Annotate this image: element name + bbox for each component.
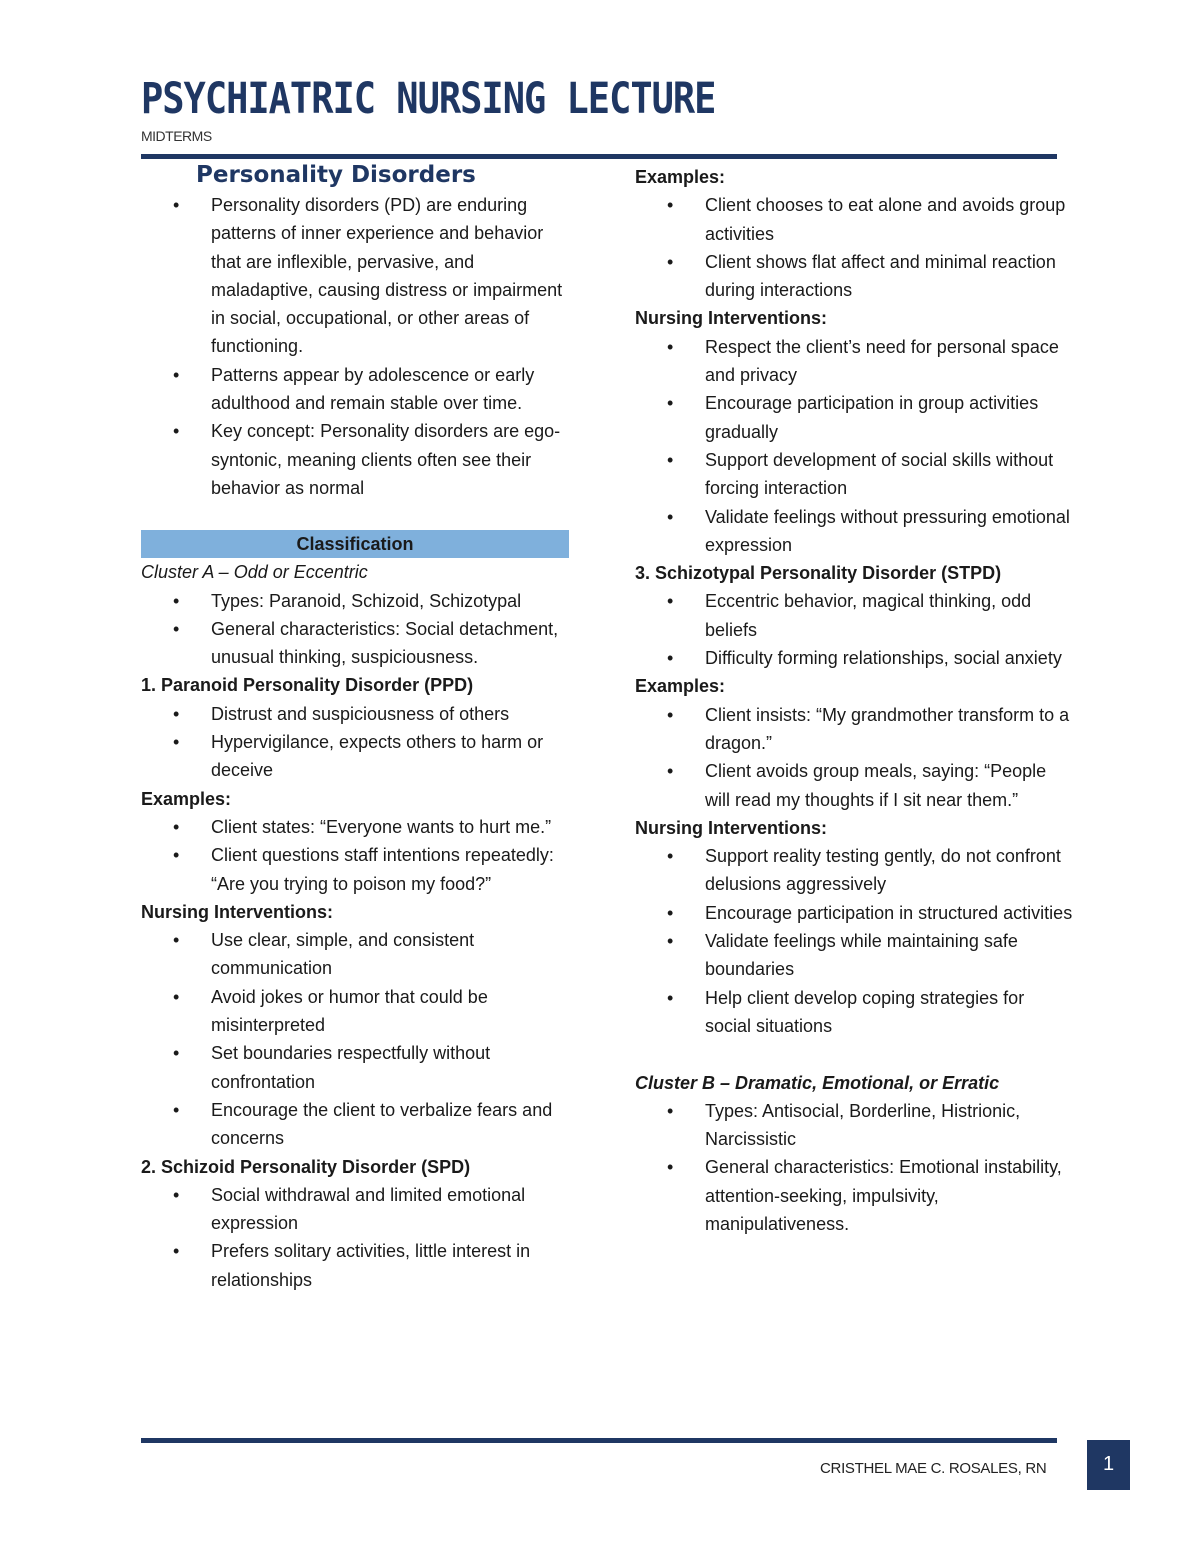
cluster-b-heading: Cluster B – Dramatic, Emotional, or Erratic bbox=[635, 1072, 1000, 1093]
interventions-label: Nursing Interventions: bbox=[635, 308, 828, 329]
list-item: • Support development of social skills without forcing interaction bbox=[635, 446, 1075, 503]
examples-label: Examples: bbox=[635, 676, 726, 697]
list-item: • Personality disorders (PD) are enduring patterns of inner experience and behavior that are inflexible, pervasive, and maladaptive, causing distress or impairment in social, occupational, or other areas of functioning. bbox=[141, 191, 571, 361]
list-item: • Encourage the client to verbalize fears and concerns bbox=[141, 1096, 571, 1153]
stpd-interventions-list bbox=[635, 842, 1075, 1040]
list-item: • Prefers solitary activities, little interest in relationships bbox=[141, 1237, 571, 1294]
interventions-label: Nursing Interventions: bbox=[141, 901, 334, 922]
list-item: • Support reality testing gently, do not confront delusions aggressively bbox=[635, 842, 1075, 899]
list-item: • Social withdrawal and limited emotional expression bbox=[141, 1181, 571, 1238]
list-item: • Encourage participation in structured activities bbox=[635, 899, 1075, 927]
spd-list bbox=[141, 1181, 571, 1294]
list-item: • Encourage participation in group activities gradually bbox=[635, 389, 1075, 446]
intro-list bbox=[141, 191, 571, 502]
document-title: PSYCHIATRIC NURSING LECTURE bbox=[141, 74, 716, 124]
list-item: • Distrust and suspiciousness of others bbox=[141, 700, 571, 728]
list-item: • Client states: “Everyone wants to hurt me.” bbox=[141, 813, 571, 841]
list-item: • Use clear, simple, and consistent communication bbox=[141, 926, 571, 983]
list-item: • Avoid jokes or humor that could be misinterpreted bbox=[141, 983, 571, 1040]
stpd-list bbox=[635, 587, 1075, 672]
classification-bar: Classification bbox=[141, 530, 569, 558]
examples-label: Examples: bbox=[141, 788, 232, 809]
spd-heading: 2. Schizoid Personality Disorder (SPD) bbox=[141, 1156, 471, 1177]
list-item: • Validate feelings while maintaining safe boundaries bbox=[635, 927, 1075, 984]
stpd-heading: 3. Schizotypal Personality Disorder (STPD) bbox=[635, 563, 1002, 584]
list-item: • Help client develop coping strategies for social situations bbox=[635, 984, 1075, 1041]
spacer bbox=[635, 1040, 1075, 1068]
header-rule bbox=[141, 154, 1057, 159]
ppd-list bbox=[141, 700, 571, 785]
list-item: • Validate feelings without pressuring emotional expression bbox=[635, 503, 1075, 560]
list-item: • Patterns appear by adolescence or early adulthood and remain stable over time. bbox=[141, 361, 571, 418]
list-item: • Types: Antisocial, Borderline, Histrionic, Narcissistic bbox=[635, 1097, 1075, 1154]
ppd-heading: 1. Paranoid Personality Disorder (PPD) bbox=[141, 675, 474, 696]
list-item: • General characteristics: Emotional instability, attention-seeking, impulsivity, manipulativeness. bbox=[635, 1153, 1075, 1238]
left-column bbox=[141, 160, 571, 1294]
list-item: • Hypervigilance, expects others to harm or deceive bbox=[141, 728, 571, 785]
interventions-label: Nursing Interventions: bbox=[635, 817, 828, 838]
list-item: • Types: Paranoid, Schizoid, Schizotypal bbox=[141, 587, 571, 615]
footer-rule bbox=[141, 1438, 1057, 1443]
stpd-examples-list bbox=[635, 701, 1075, 814]
footer-author: CRISTHEL MAE C. ROSALES, RN bbox=[820, 1460, 1047, 1477]
spd-examples-list bbox=[635, 191, 1075, 304]
ppd-examples-list bbox=[141, 813, 571, 898]
list-item: • Client chooses to eat alone and avoids group activities bbox=[635, 191, 1075, 248]
section-heading: Personality Disorders bbox=[196, 162, 476, 188]
examples-label: Examples: bbox=[635, 167, 726, 187]
page-number: 1 bbox=[1087, 1440, 1130, 1490]
list-item: • Respect the client’s need for personal space and privacy bbox=[635, 333, 1075, 390]
list-item: • Client questions staff intentions repeatedly: “Are you trying to poison my food?” bbox=[141, 841, 571, 898]
list-item: • Set boundaries respectfully without confrontation bbox=[141, 1039, 571, 1096]
document-subtitle: MIDTERMS bbox=[141, 128, 212, 144]
list-item: • Key concept: Personality disorders are ego-syntonic, meaning clients often see their behavior as normal bbox=[141, 417, 571, 502]
cluster-b-list bbox=[635, 1097, 1075, 1238]
list-item: • Difficulty forming relationships, social anxiety bbox=[635, 644, 1075, 672]
cluster-a-heading: Cluster A – Odd or Eccentric bbox=[141, 562, 368, 583]
cluster-a-list bbox=[141, 587, 571, 672]
list-item: • Client insists: “My grandmother transform to a dragon.” bbox=[635, 701, 1075, 758]
list-item: • Client avoids group meals, saying: “People will read my thoughts if I sit near them.” bbox=[635, 757, 1075, 814]
right-column bbox=[635, 163, 1075, 1238]
list-item: • General characteristics: Social detachment, unusual thinking, suspiciousness. bbox=[141, 615, 571, 672]
ppd-interventions-list bbox=[141, 926, 571, 1152]
spd-interventions-list bbox=[635, 333, 1075, 559]
list-item: • Eccentric behavior, magical thinking, odd beliefs bbox=[635, 587, 1075, 644]
list-item: • Client shows flat affect and minimal reaction during interactions bbox=[635, 248, 1075, 305]
